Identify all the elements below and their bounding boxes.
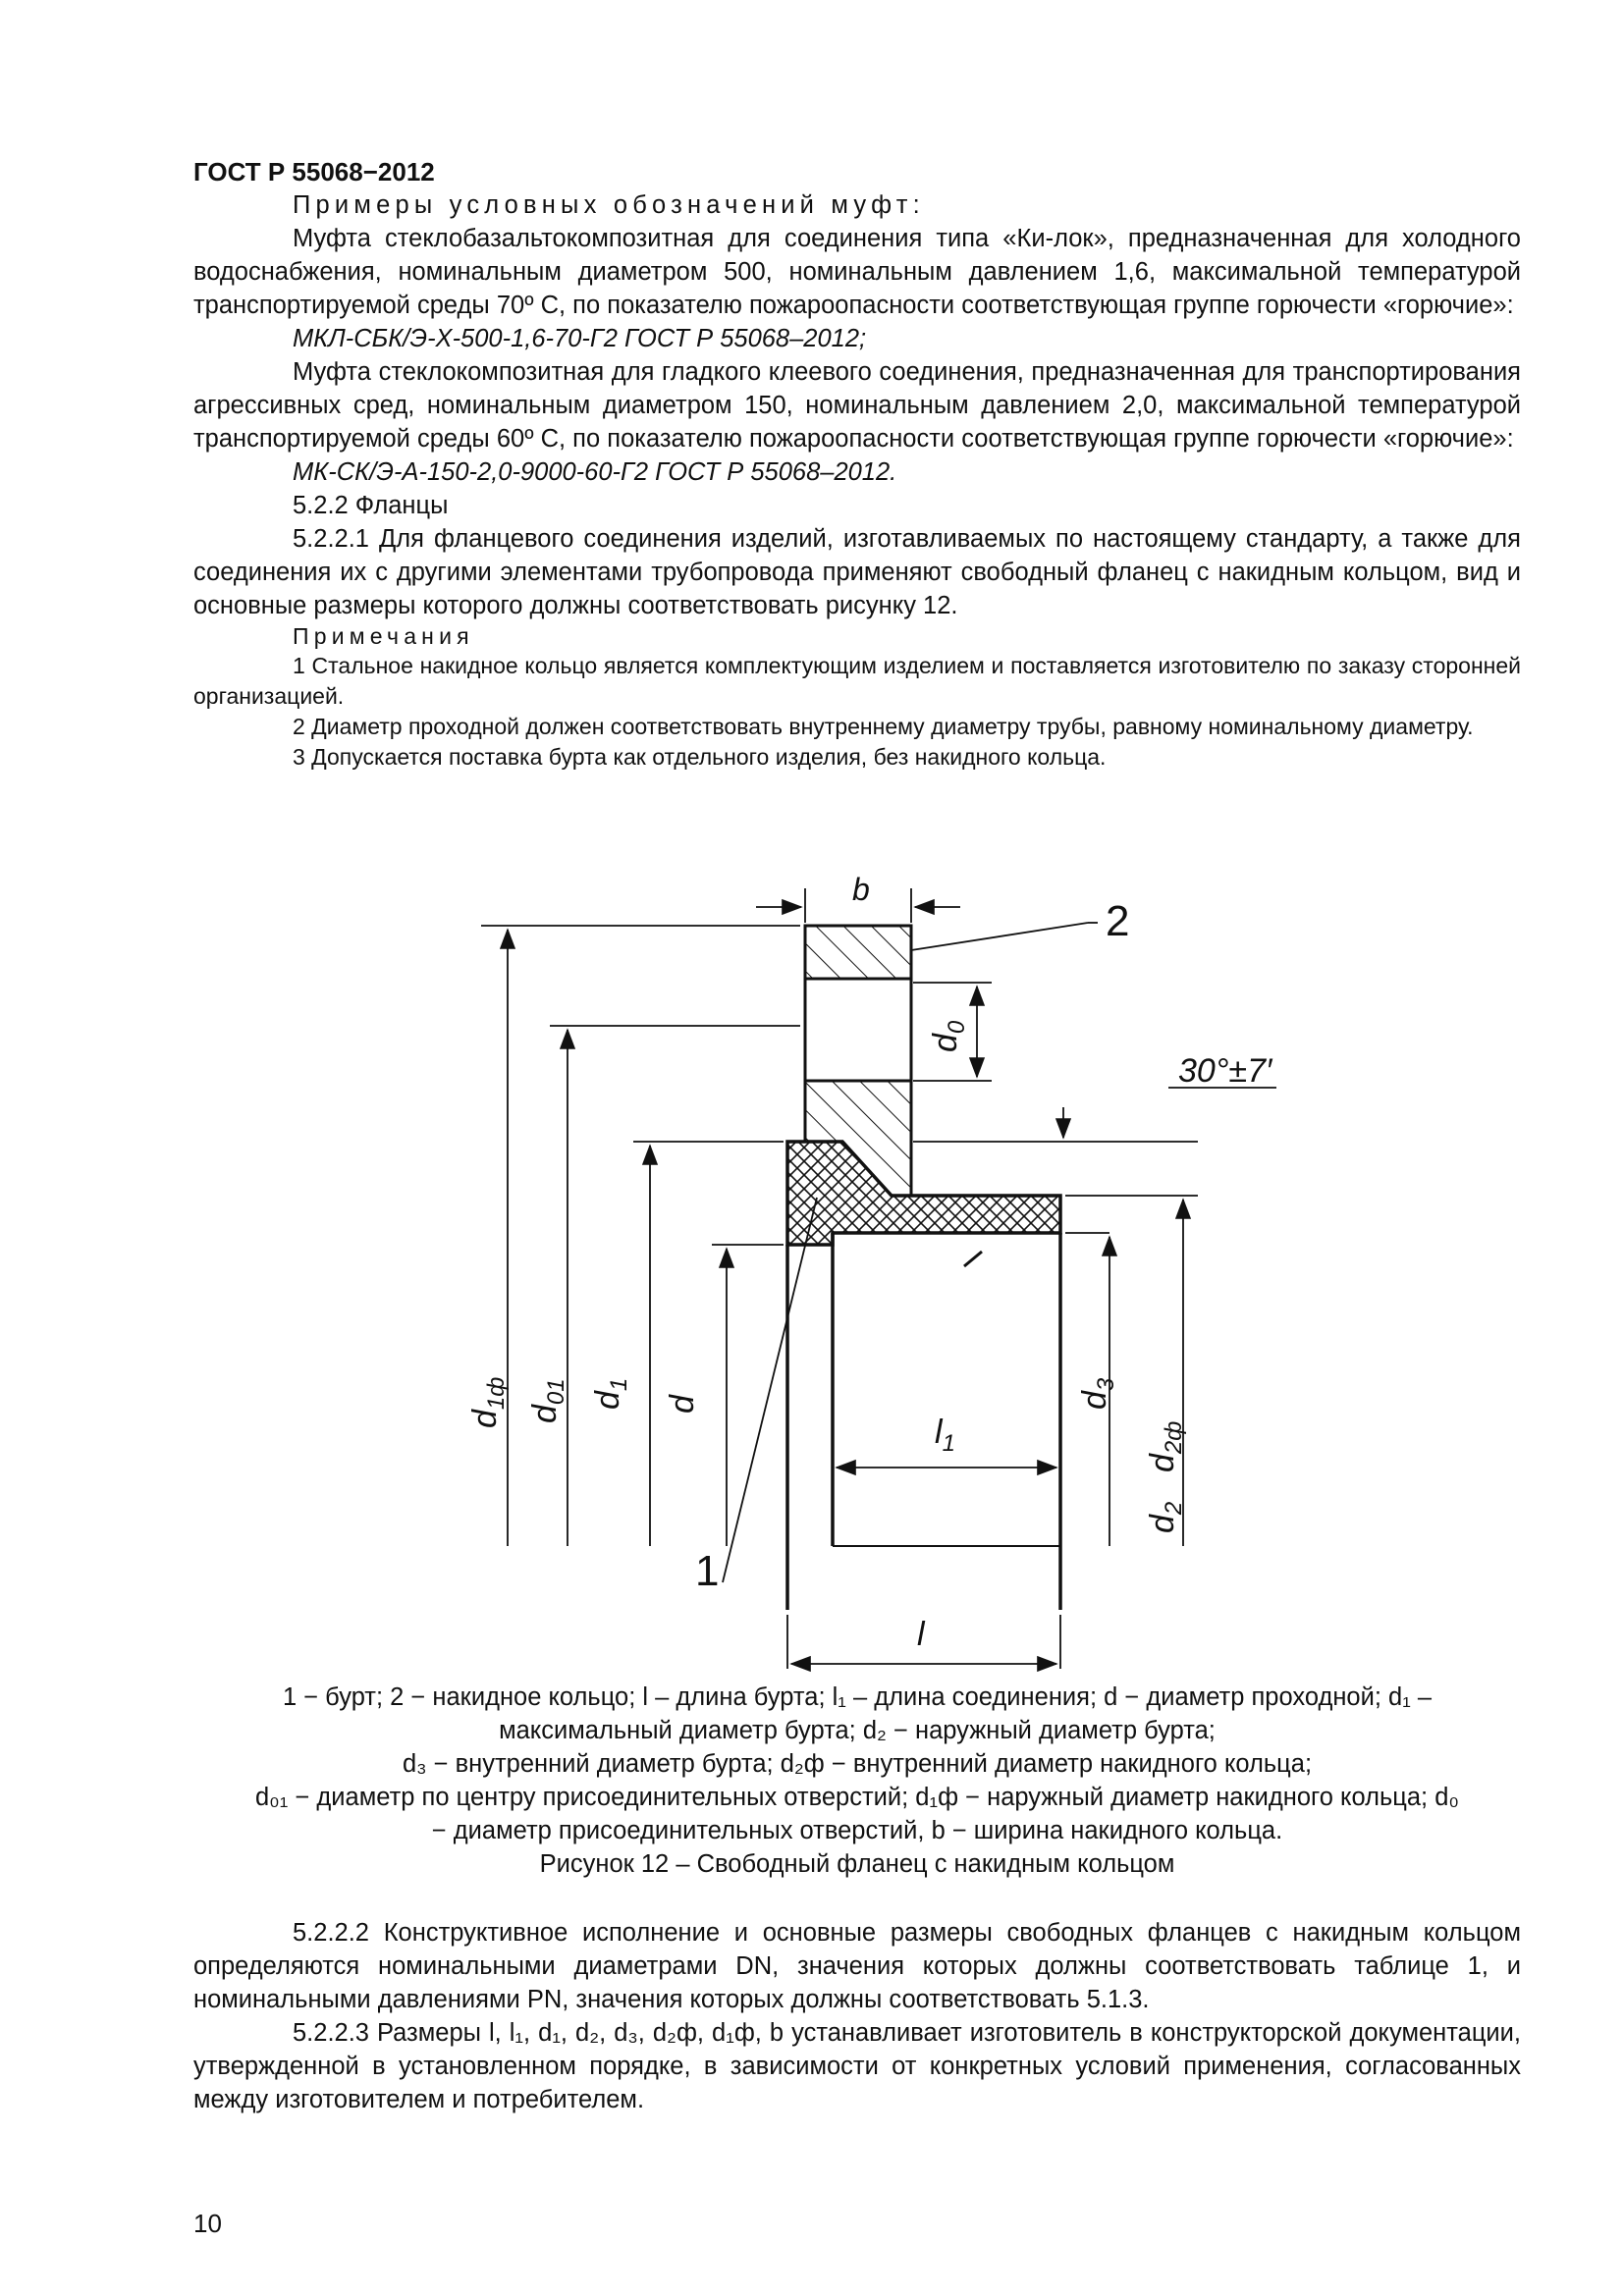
page-number: 10 [193, 2209, 222, 2238]
example-1-text: Муфта стеклобазальтокомпозитная для соединения типа «Ки-лок», предназначенная для холодного водоснабжения, номинальным диаметром 500, номинальным давлением 1,6, максимальной температурой транспортируемой среды 70º С, по показателю пожароопасности соответствующая группе горючести «горючие»: [193, 225, 1521, 319]
paragraph-5222: 5.2.2.2 Конструктивное исполнение и основные размеры свободных фланцев с накидным кольцом определяются номинальными диаметрами DN, значения которых должны соответствовать таблице 1, и номинальными давлениями PN, значения которых должны соответствовать 5.1.3. [193, 1919, 1521, 2013]
figure-title: Рисунок 12 – Свободный фланец с накидным кольцом [539, 1850, 1175, 1878]
caption-line-4: d₀₁ − диаметр по центру присоединительных отверстий; d₁ф − наружный диаметр накидного кольца; d₀ [255, 1784, 1459, 1811]
caption-line-2: максимальный диаметр бурта; d₂ − наружный диаметр бурта; [499, 1717, 1216, 1744]
note-2: 2 Диаметр проходной должен соответствовать внутреннему диаметру трубы, равному номинальному диаметру. [293, 714, 1474, 739]
examples-heading: Примеры условных обозначений муфт: [293, 191, 925, 219]
label-l: l [917, 1616, 925, 1653]
label-d2: $d_2$ [1144, 1501, 1187, 1533]
section-title: 5.2.2 Фланцы [293, 492, 449, 519]
label-l1: $l_1$ [935, 1414, 955, 1457]
label-angle: 30°±7′ [1178, 1052, 1272, 1090]
notes-heading: Примечания [293, 623, 474, 649]
label-d1f: $d_{1ф}$ [466, 1376, 510, 1428]
label-d2f: $d_{2ф}$ [1144, 1420, 1187, 1472]
label-1: 1 [695, 1547, 720, 1595]
label-d: d [664, 1395, 701, 1414]
caption-line-5: − диаметр присоединительных отверстий, b − ширина накидного кольца. [431, 1817, 1283, 1844]
label-2: 2 [1106, 897, 1130, 945]
note-1: 1 Стальное накидное кольцо является комплектующим изделием и поставляется изготовителю по заказу сторонней организацией. [193, 653, 1521, 709]
label-d0: $d_0$ [927, 1020, 970, 1052]
example-2-text: Муфта стеклокомпозитная для гладкого клеевого соединения, предназначенная для транспортирования агрессивных сред, номинальным диаметром 150, номинальным давлением 2,0, максимальной температурой транспортируемой среды 60º С, по показателю пожароопасности соответствующая группе горючести «горючие»: [193, 358, 1521, 453]
label-d3: $d_3$ [1076, 1377, 1119, 1410]
figure-caption [193, 1681, 1521, 1881]
caption-line-3: d₃ − внутренний диаметр бурта; d₂ф − внутренний диаметр накидного кольца; [402, 1750, 1313, 1778]
caption-line-1: 1 − бурт; 2 − накидное кольцо; l – длина бурта; l₁ – длина соединения; d − диаметр проходной; d₁ – [282, 1683, 1433, 1711]
collar [787, 1142, 1060, 1610]
paragraph-5221: 5.2.2.1 Для фланцевого соединения изделий, изготавливаемых по настоящему стандарту, а также для соединения их с другими элементами трубопровода применяют свободный фланец с накидным кольцом, вид и основные размеры которого должны соответствовать рисунку 12. [193, 525, 1521, 619]
paragraph-5223: 5.2.2.3 Размеры l, l₁, d₁, d₂, d₃, d₂ф, d₁ф, b устанавливает изготовитель в конструкторской документации, утвержденной в установленном порядке, в зависимости от конкретных условий применения, согласованных между изготовителем и потребителем. [193, 2019, 1521, 2113]
lower-text [193, 1916, 1521, 2116]
doc-header: ГОСТ Р 55068−2012 [193, 157, 435, 187]
label-b: b [852, 872, 870, 907]
note-3: 3 Допускается поставка бурта как отдельного изделия, без накидного кольца. [293, 744, 1107, 770]
label-d01: $d_{01}$ [526, 1378, 569, 1423]
label-d1: $d_1$ [589, 1377, 632, 1410]
example-1-code: МКЛ-СБК/Э-Х-500-1,6-70-Г2 ГОСТ Р 55068–2012; [293, 325, 867, 352]
example-2-code: МК-СК/Э-А-150-2,0-9000-60-Г2 ГОСТ Р 55068–2012. [293, 458, 897, 486]
